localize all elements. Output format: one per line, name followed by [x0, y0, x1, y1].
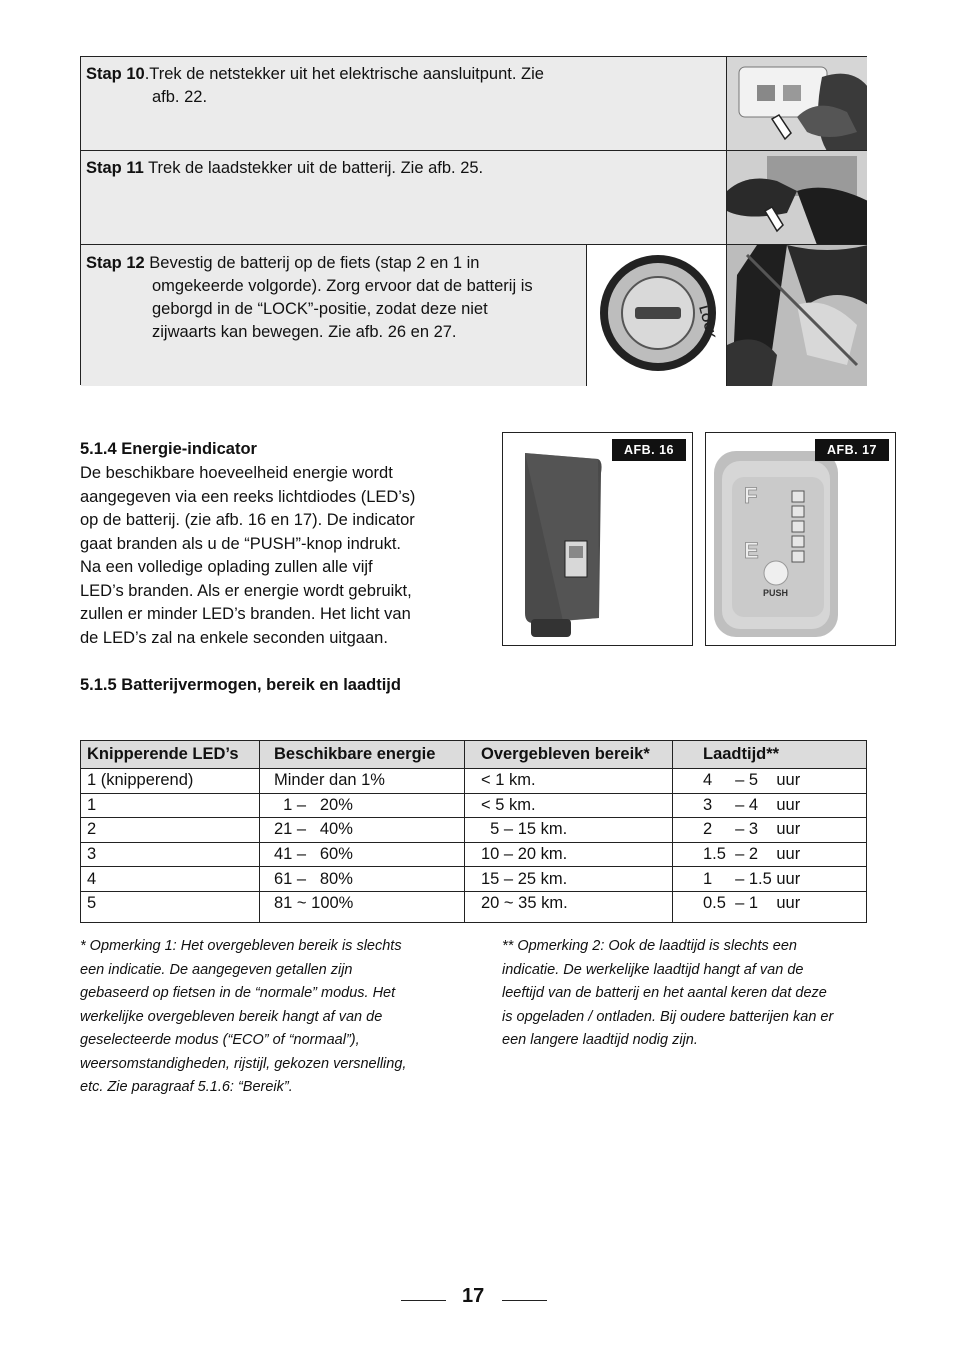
table-cell: 2	[81, 818, 260, 843]
step-10-label: Stap 10	[86, 65, 145, 83]
photo-bike-battery	[726, 245, 867, 386]
step-12-line: zijwaarts kan bewegen. Zie afb. 26 en 27.	[152, 323, 457, 341]
figure-16-tag: AFB. 16	[612, 439, 686, 461]
led-indicator	[792, 536, 804, 547]
note-line: ** Opmerking 2: Ook de laadtijd is slechts een	[502, 938, 797, 954]
section-514-body	[80, 462, 460, 650]
battery-table	[80, 740, 867, 923]
led-panel-illustration	[706, 433, 895, 645]
step-10-row	[81, 57, 727, 151]
note-line: leeftijd van de batterij en het aantal keren dat deze	[502, 985, 827, 1001]
step-11-label: Stap 11	[86, 159, 144, 177]
body-line: Na een volledige oplading zullen alle vijf	[80, 558, 373, 576]
table-cell: 61 – 80%	[260, 867, 465, 892]
panel-empty-label: E	[744, 538, 759, 563]
led-indicator	[792, 491, 804, 502]
note-2	[502, 935, 833, 1053]
photo-unplug-mains	[726, 57, 867, 151]
section-515-title: 5.1.5 Batterijvermogen, bereik en laadtijd	[80, 676, 401, 694]
note-line: geselecteerde modus (“ECO” of “normaal”),	[80, 1032, 360, 1048]
note-line: indicatie. De werkelijke laadtijd hangt af van de	[502, 961, 804, 978]
photo-unplug-charger	[726, 151, 867, 245]
note-line: gebaseerd op fietsen in de “normale” modus. Het	[80, 985, 396, 1001]
body-line: zullen er minder LED’s branden. Het licht van	[80, 605, 411, 623]
table-cell: < 1 km.	[465, 769, 673, 794]
battery-illustration	[503, 433, 692, 645]
body-line: De beschikbare hoeveelheid energie wordt	[80, 464, 393, 482]
table-cell: 41 – 60%	[260, 842, 465, 867]
table-cell: 1 – 20%	[260, 793, 465, 818]
page-number: 17	[462, 1285, 485, 1307]
table-cell: 1 (knipperend)	[81, 769, 260, 794]
step-12-line: Bevestig de batterij op de fiets (stap 2 en 1 in	[144, 254, 480, 272]
panel-full-label: F	[744, 483, 758, 508]
note-line: * Opmerking 1: Het overgebleven bereik is slechts	[80, 938, 402, 954]
table-cell: 2 – 3 uur	[673, 818, 867, 843]
table-header: Beschikbare energie	[260, 741, 465, 769]
body-line: LED’s branden. Als er energie wordt gebruikt,	[80, 581, 412, 600]
step-12-label: Stap 12	[86, 254, 145, 272]
table-cell: 5 – 15 km.	[465, 818, 673, 843]
step-12-row	[81, 245, 587, 386]
body-line: gaat branden als u de “PUSH”-knop indrukt.	[80, 534, 402, 553]
table-cell: 1 – 1.5 uur	[673, 867, 867, 892]
table-row	[81, 818, 867, 843]
table-cell: 1.5 – 2 uur	[673, 842, 867, 867]
table-cell: 20 ~ 35 km.	[465, 891, 673, 922]
figure-16	[502, 432, 693, 646]
page-rule-left	[401, 1300, 446, 1301]
table-cell: 15 – 25 km.	[465, 867, 673, 892]
section-514-title: 5.1.4 Energie-indicator	[80, 440, 257, 458]
note-1	[80, 935, 406, 1100]
table-cell: 21 – 40%	[260, 818, 465, 843]
note-line: is opgeladen / ontladen. Bij oudere batterijen kan er	[502, 1008, 834, 1025]
note-line: een indicatie. De aangegeven getallen zijn	[80, 961, 353, 978]
photo-lock-key	[586, 245, 727, 386]
table-cell: 81 ~ 100%	[260, 891, 465, 922]
table-cell: 4 – 5 uur	[673, 769, 867, 794]
step-10-line: afb. 22.	[152, 88, 208, 106]
body-line: op de batterij. (zie afb. 16 en 17). De indicator	[80, 511, 415, 529]
table-header: Knipperende LED’s	[81, 741, 260, 769]
steps-table	[80, 56, 867, 385]
led-indicator	[792, 521, 804, 532]
step-10-line: .Trek de netstekker uit het elektrische aansluitpunt. Zie	[144, 65, 544, 83]
step-11-row	[81, 151, 727, 245]
body-line: aangegeven via een reeks lichtdiodes (LED’s)	[80, 487, 416, 506]
figure-17	[705, 432, 896, 646]
table-cell: 4	[81, 867, 260, 892]
page-rule-right	[502, 1300, 547, 1301]
step-12-line: omgekeerde volgorde). Zorg ervoor dat de batterij is	[152, 277, 533, 295]
step-11-text	[86, 157, 483, 180]
note-line: etc. Zie paragraaf 5.1.6: “Bereik”.	[80, 1079, 293, 1095]
table-row	[81, 867, 867, 892]
step-12-line: geborgd in de “LOCK”-positie, zodat deze niet	[152, 300, 488, 318]
table-header-row	[81, 741, 867, 769]
push-label: PUSH	[763, 588, 789, 598]
figure-17-tag: AFB. 17	[815, 439, 889, 461]
table-row	[81, 769, 867, 794]
step-12-text	[86, 252, 533, 344]
table-cell: 10 – 20 km.	[465, 842, 673, 867]
led-indicator	[792, 551, 804, 562]
table-header: Laadtijd**	[673, 741, 867, 769]
step-10-text	[86, 63, 544, 109]
note-line: werkelijke overgebleven bereik hangt af van de	[80, 1008, 383, 1025]
table-cell: 3	[81, 842, 260, 867]
note-line: weersomstandigheden, rijstijl, gekozen versnelling,	[80, 1055, 407, 1072]
table-row	[81, 891, 867, 922]
note-line: een langere laadtijd nodig zijn.	[502, 1032, 698, 1048]
table-cell: 3 – 4 uur	[673, 793, 867, 818]
table-header: Overgebleven bereik*	[465, 741, 673, 769]
table-row	[81, 793, 867, 818]
table-cell: < 5 km.	[465, 793, 673, 818]
table-cell: 5	[81, 891, 260, 922]
table-row	[81, 842, 867, 867]
table-cell: 1	[81, 793, 260, 818]
led-indicator	[792, 506, 804, 517]
lock-label: LOCK	[696, 304, 719, 341]
table-cell: Minder dan 1%	[260, 769, 465, 794]
table-cell: 0.5 – 1 uur	[673, 891, 867, 922]
step-11-line: Trek de laadstekker uit de batterij. Zie afb. 25.	[143, 159, 484, 177]
body-line: de LED’s zal na enkele seconden uitgaan.	[80, 628, 388, 647]
